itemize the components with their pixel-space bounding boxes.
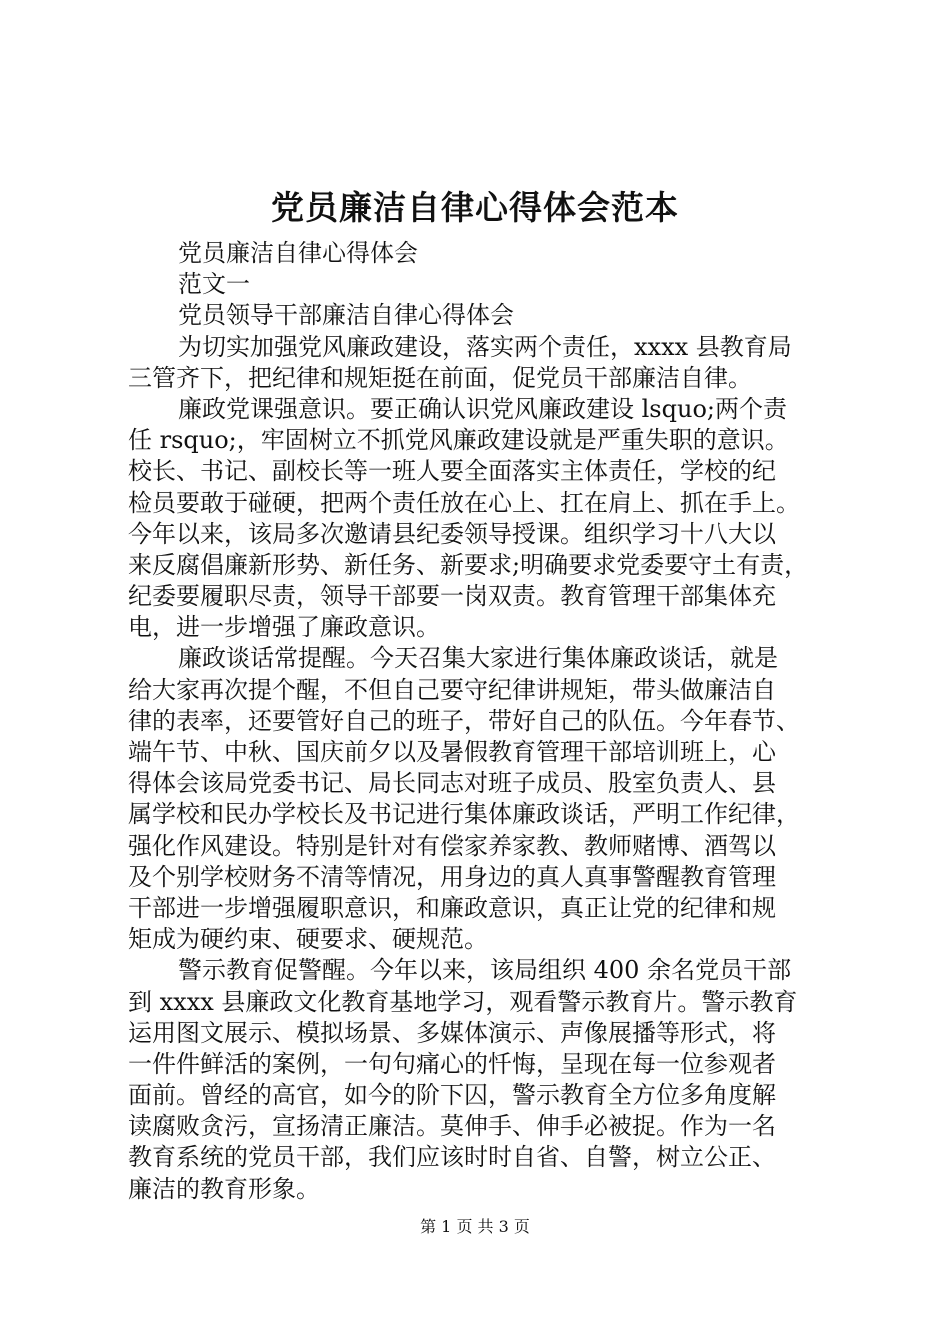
body-line: 得体会该局党委书记、局长同志对班子成员、股室负责人、县 xyxy=(128,769,776,798)
body-line: 来反腐倡廉新形势、新任务、新要求;明确要求党委要守土有责， xyxy=(128,550,809,579)
body-line: 检员要敢于碰硬，把两个责任放在心上、扛在肩上、抓在手上。 xyxy=(128,488,800,517)
body-line: 廉洁的教育形象。 xyxy=(128,1174,320,1203)
body-line: 党员领导干部廉洁自律心得体会 xyxy=(178,301,514,330)
body-line: 到 xxxx 县廉政文化教育基地学习，观看警示教育片。警示教育 xyxy=(128,987,798,1016)
body-line: 警示教育促警醒。今年以来，该局组织 400 余名党员干部 xyxy=(178,956,792,985)
body-line: 运用图文展示、模拟场景、多媒体演示、声像展播等形式，将 xyxy=(128,1018,776,1047)
body-line: 为切实加强党风廉政建设，落实两个责任，xxxx 县教育局 xyxy=(178,332,792,361)
document-body xyxy=(128,238,832,1205)
body-line: 电，进一步增强了廉政意识。 xyxy=(128,613,440,642)
body-line: 任 rsquo;，牢固树立不抓党风廉政建设就是严重失职的意识。 xyxy=(128,426,789,455)
body-line: 强化作风建设。特别是针对有偿家养家教、教师赌博、酒驾以 xyxy=(128,831,776,860)
body-line: 端午节、中秋、国庆前夕以及暑假教育管理干部培训班上，心 xyxy=(128,738,776,766)
body-line: 廉政党课强意识。要正确认识党风廉政建设 lsquo;两个责 xyxy=(178,394,787,423)
body-line: 校长、书记、副校长等一班人要全面落实主体责任，学校的纪 xyxy=(128,457,776,486)
body-line: 面前。曾经的高官，如今的阶下囚，警示教育全方位多角度解 xyxy=(128,1081,776,1110)
page-footer: 第 1 页 共 3 页 xyxy=(420,1217,530,1236)
body-line: 今年以来，该局多次邀请县纪委领导授课。组织学习十八大以 xyxy=(128,519,776,548)
body-line: 及个别学校财务不清等情况，用身边的真人真事警醒教育管理 xyxy=(128,862,776,891)
body-line: 三管齐下，把纪律和规矩挺在前面，促党员干部廉洁自律。 xyxy=(128,363,752,392)
body-line: 律的表率，还要管好自己的班子，带好自己的队伍。今年春节、 xyxy=(128,706,800,735)
body-line: 一件件鲜活的案例，一句句痛心的忏悔，呈现在每一位参观者 xyxy=(128,1049,776,1078)
body-line: 读腐败贪污，宣扬清正廉洁。莫伸手、伸手必被捉。作为一名 xyxy=(128,1112,776,1141)
body-line: 廉政谈话常提醒。今天召集大家进行集体廉政谈话，就是 xyxy=(178,644,778,673)
body-line: 给大家再次提个醒，不但自己要守纪律讲规矩，带头做廉洁自 xyxy=(128,675,776,704)
body-line: 范文一 xyxy=(178,270,250,299)
body-line: 党员廉洁自律心得体会 xyxy=(178,239,418,267)
body-line: 干部进一步增强履职意识，和廉政意识，真正让党的纪律和规 xyxy=(128,893,776,922)
document-title: 党员廉洁自律心得体会范本 xyxy=(271,188,679,227)
body-line: 教育系统的党员干部，我们应该时时自省、自警，树立公正、 xyxy=(128,1143,776,1172)
body-line: 矩成为硬约束、硬要求、硬规范。 xyxy=(128,925,488,954)
body-line: 纪委要履职尽责，领导干部要一岗双责。教育管理干部集体充 xyxy=(128,582,776,611)
body-line: 属学校和民办学校长及书记进行集体廉政谈话，严明工作纪律， xyxy=(128,800,800,829)
